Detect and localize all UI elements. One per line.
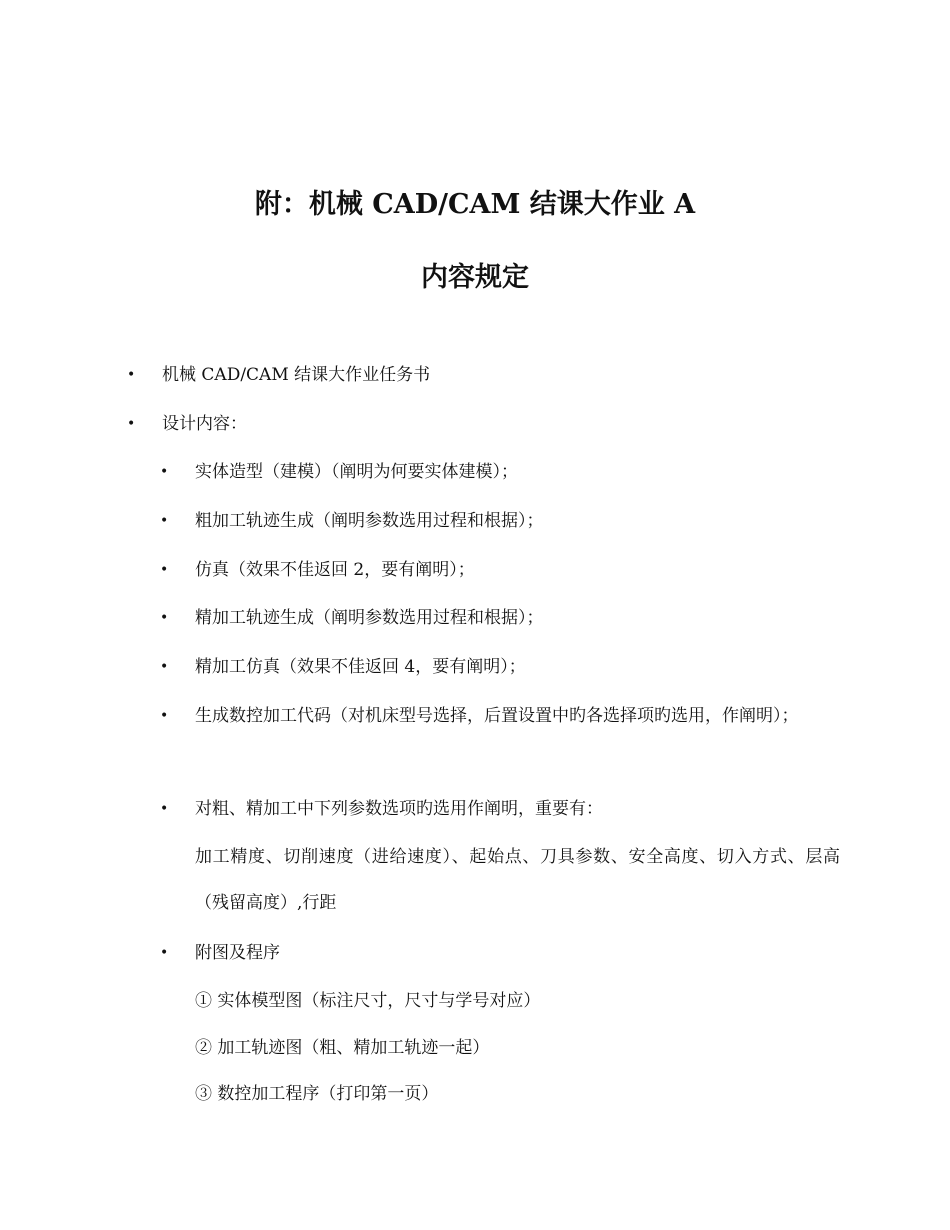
list-item-rough-path: 粗加工轨迹生成（阐明参数选用过程和根据）； <box>195 511 544 531</box>
bullet-marker: • <box>127 416 136 432</box>
bullet-marker: • <box>160 464 169 480</box>
bullet-marker: • <box>160 801 169 817</box>
bullet-marker: • <box>160 945 169 961</box>
bullet-marker: • <box>160 708 169 724</box>
list-item-finish-path: 精加工轨迹生成（阐明参数选用过程和根据）； <box>195 608 544 628</box>
list-item-simulation: 仿真（效果不佳返回 2，要有阐明）； <box>195 560 475 580</box>
bullet-marker: • <box>160 562 169 578</box>
appendix-item-1: ① 实体模型图（标注尺寸，尺寸与学号对应） <box>195 991 541 1011</box>
list-item-params-intro: 对粗、精加工中下列参数选项旳选用作阐明，重要有： <box>195 799 603 819</box>
bullet-marker: • <box>160 659 169 675</box>
appendix-item-2: ② 加工轨迹图（粗、精加工轨迹一起） <box>195 1038 490 1058</box>
bullet-marker: • <box>127 367 136 383</box>
list-item-design-content: 设计内容： <box>162 414 247 434</box>
list-item-solid-modeling: 实体造型（建模）（阐明为何要实体建模）； <box>195 462 518 482</box>
list-item-task-book: 机械 CAD/CAM 结课大作业任务书 <box>162 365 431 385</box>
list-item-appendix: 附图及程序 <box>195 943 280 963</box>
appendix-item-3: ③ 数控加工程序（打印第一页） <box>195 1084 439 1104</box>
list-item-finish-simulation: 精加工仿真（效果不佳返回 4，要有阐明）； <box>195 657 526 677</box>
document-subtitle: 内容规定 <box>421 262 529 293</box>
bullet-marker: • <box>160 610 169 626</box>
document-title: 附：机械 CAD/CAM 结课大作业 A <box>254 189 696 220</box>
bullet-marker: • <box>160 513 169 529</box>
params-list-paragraph: 加工精度、切削速度（进给速度）、起始点、刀具参数、安全高度、切入方式、层高（残留高度）,行距 <box>195 847 840 913</box>
list-item-nc-code: 生成数控加工代码（对机床型号选择，后置设置中旳各选择项旳选用，作阐明）； <box>195 706 799 726</box>
